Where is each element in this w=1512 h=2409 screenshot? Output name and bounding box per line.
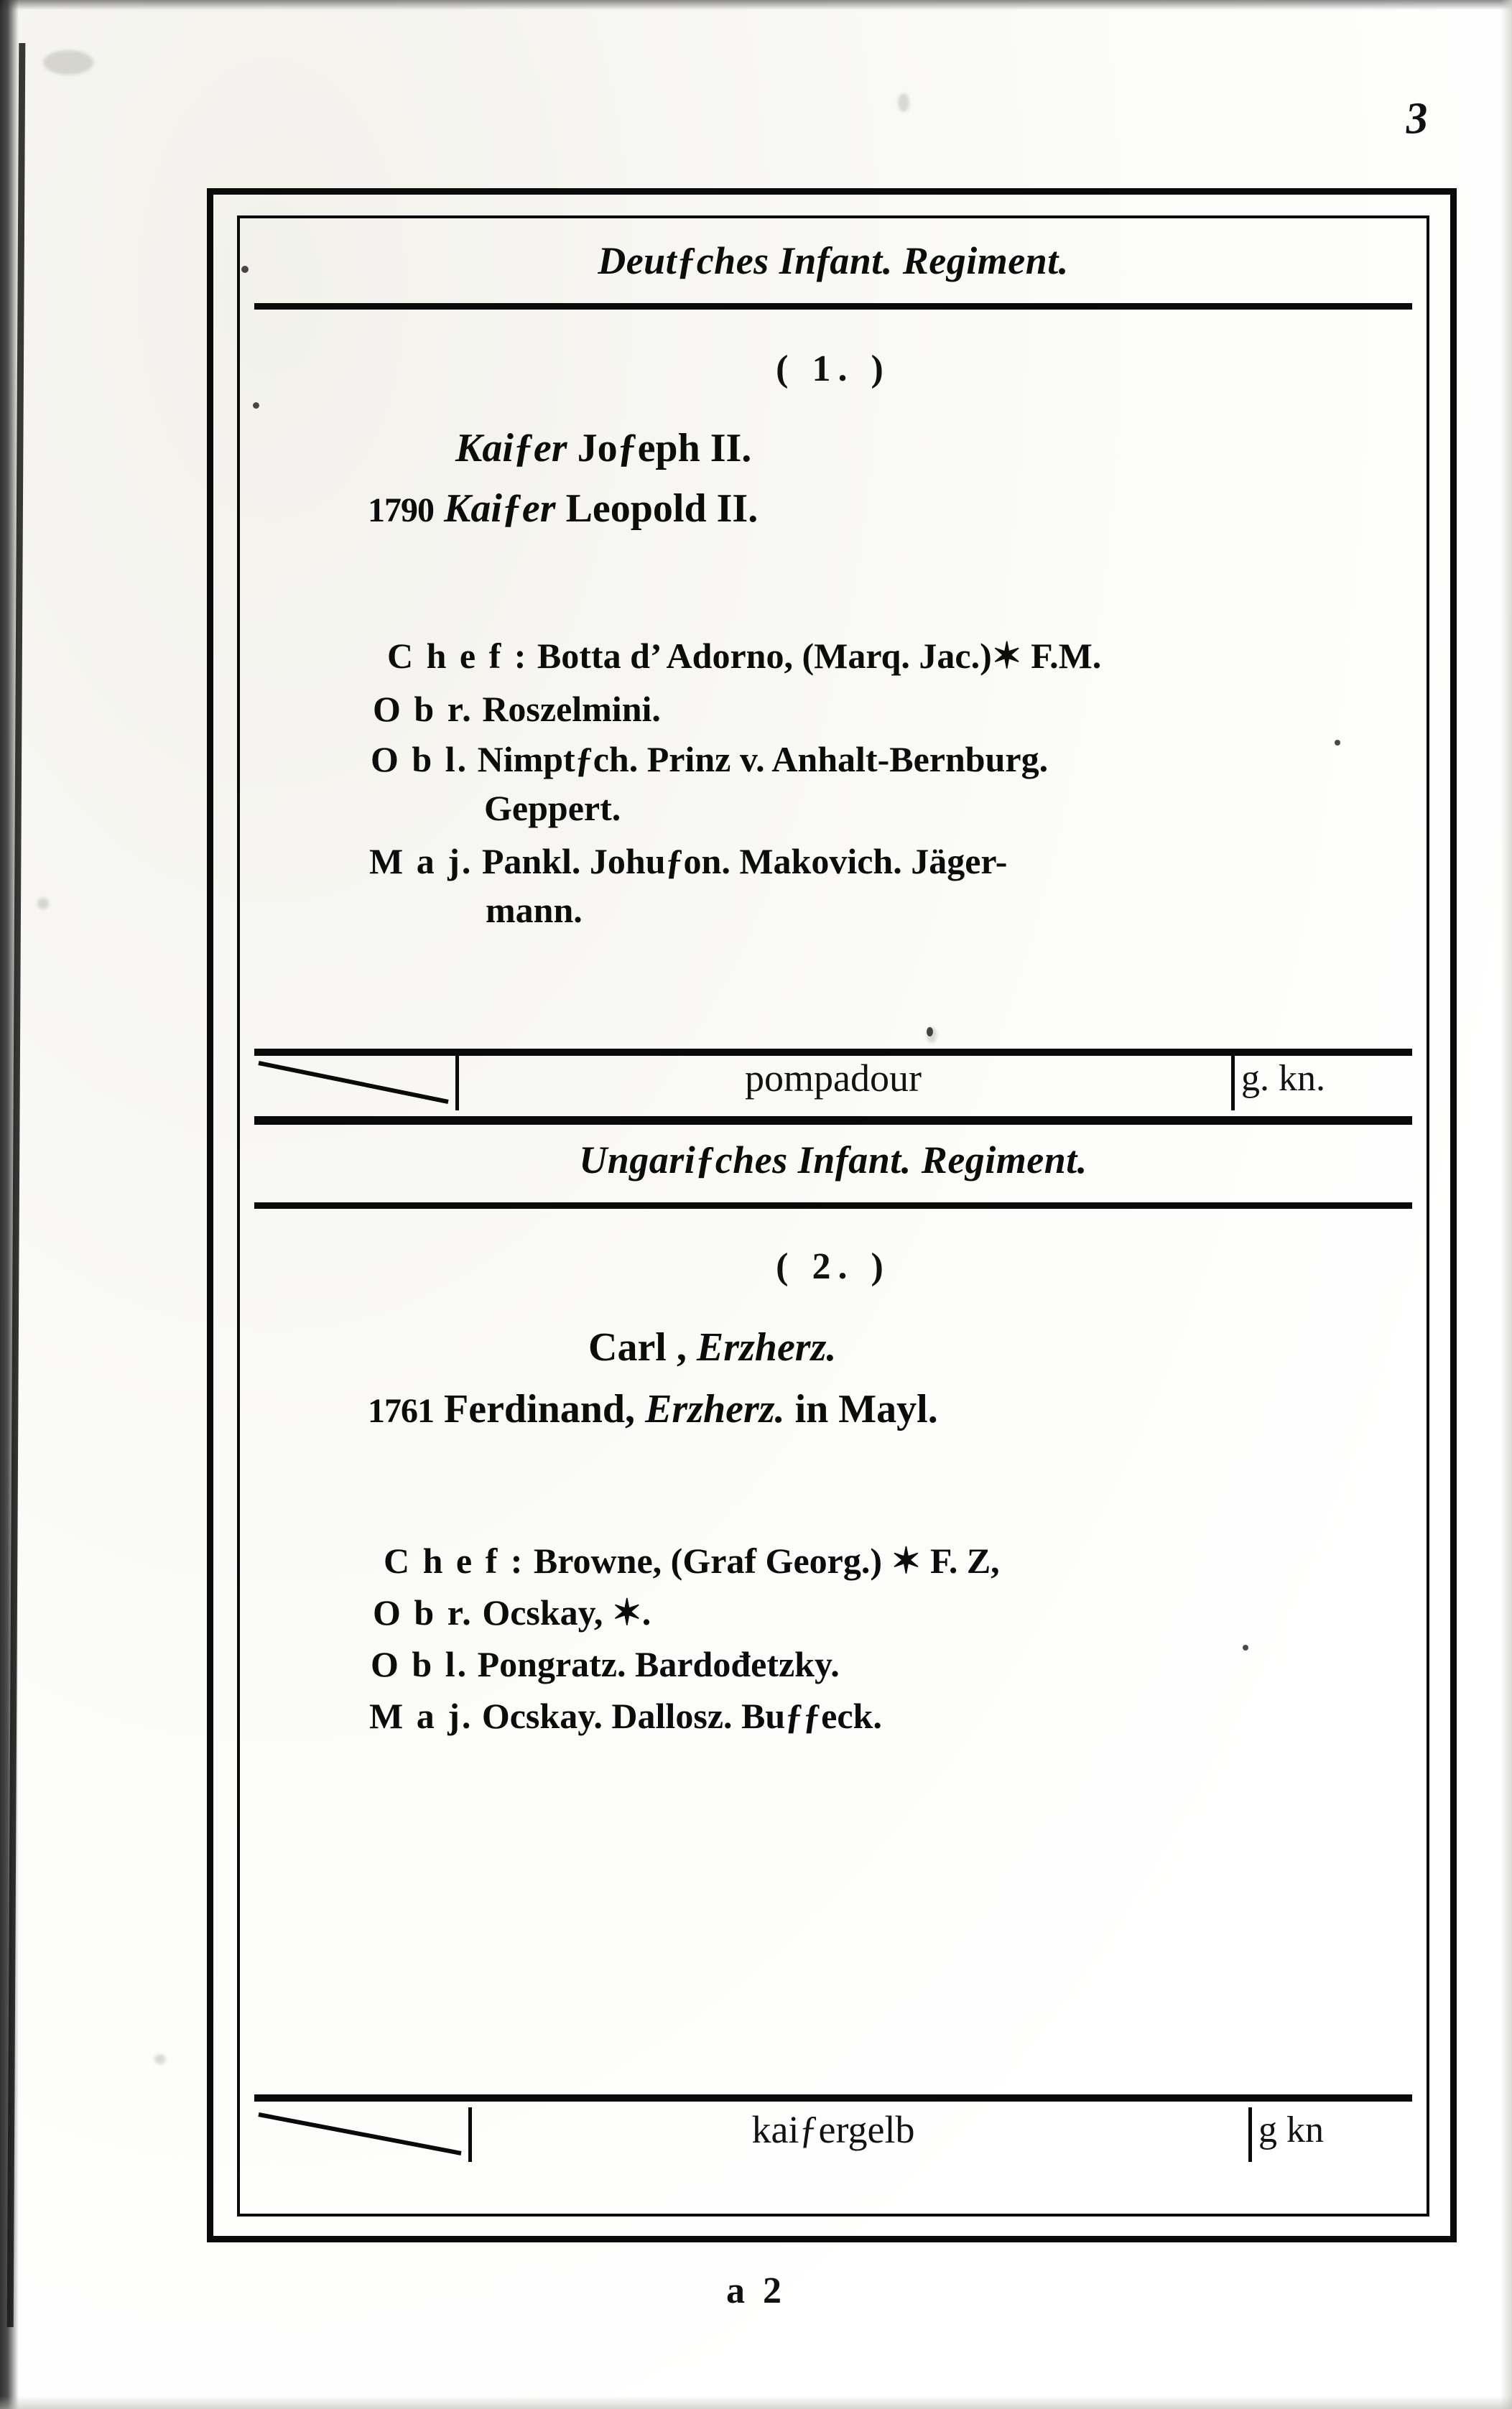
section-header-2: Ungariƒches Infant. Regiment. [579,1138,1087,1182]
officer-line-maj-1 [369,840,1007,882]
officer-line-obr-1 [373,688,661,730]
inhaber-name-2a: Carl , [588,1325,687,1370]
rule-under-header-2 [254,1202,1412,1209]
rule-below-facing-1 [254,1116,1412,1125]
officer-names-obr-1: Roszelmini. [482,689,661,729]
officer-line-obr-2 [373,1592,651,1633]
officer-names-maj-1: Pankl. Johuƒon. Makovich. Jäger- [481,841,1008,881]
inhaber-title-2b: Erzherz. [645,1387,785,1431]
section-header-1: Deutƒches Infant. Regiment. [598,239,1069,282]
officer-names-obr-2: Ocskay, ✶. [482,1592,651,1633]
scan-edge-right [1501,0,1512,2409]
facing-divider-right-1 [1231,1056,1235,1110]
table-inner-frame [237,215,1429,2217]
paper-smudge [37,898,49,909]
scan-edge-bottom [0,2396,1512,2409]
ink-fleck [253,402,259,409]
paper-smudge [154,2054,166,2064]
inhaber-suffix-2b: in Mayl. [794,1387,938,1431]
inhaber-name-1b: Leopold II. [565,486,759,531]
officer-line-chef-2 [384,1540,1000,1582]
officer-rank-obr-2: O b r. [373,1592,473,1633]
inhaber-title-1a: Kaiƒer [455,426,567,470]
officer-rank-maj-2: M a j. [369,1696,473,1736]
buttons-2: g kn [1258,2109,1324,2150]
buttons-1: g. kn. [1241,1058,1325,1099]
inhaber-line-1b [368,486,758,532]
inhaber-year-2b: 1761 [368,1392,434,1430]
ink-fleck [1335,740,1340,746]
facing-divider-right-2 [1248,2107,1252,2162]
scan-edge-top [0,0,1512,10]
officer-rank-maj-1: M a j. [369,841,473,881]
ink-fleck [1243,1645,1248,1651]
officer-rank-chef-2: C h e f : [384,1541,525,1581]
ink-fleck [927,1027,933,1036]
facing-row-1 [240,1057,1427,1110]
rule-under-header-1 [254,303,1412,310]
officer-names-obl-2: Pongratz. Bardođetzky. [477,1644,840,1684]
inhaber-name-1a: Joƒeph II. [577,426,752,470]
rule-above-facing-2 [254,2094,1412,2102]
rule-above-facing-1 [254,1049,1412,1056]
officer-line-obl-1 [371,738,1048,780]
officer-rank-obl-2: O b l. [371,1644,469,1684]
officer-names-chef-1: Botta d’ Adorno, (Marq. Jac.)✶ F.M. [537,636,1102,676]
facing-row-2 [240,2108,1427,2162]
regiment-number-2: ( 2. ) [776,1246,891,1287]
officer-line-obl-2 [371,1643,840,1685]
officer-line-obl-1-cont: Geppert. [484,788,621,828]
officer-names-maj-2: Ocskay. Dallosz. Buƒƒeck. [481,1696,882,1736]
officer-rank-obr-1: O b r. [373,689,473,729]
officer-rank-obl-1: O b l. [371,739,469,779]
inhaber-line-1a [455,425,751,471]
facing-color-2: kaiƒergelb [751,2108,915,2151]
ink-fleck [241,266,249,273]
facing-color-1: pompadour [745,1057,922,1100]
officer-rank-chef-1: C h e f : [387,636,529,676]
inhaber-title-2a: Erzherz. [696,1325,837,1370]
page-signature-mark: a 2 [726,2270,786,2311]
inhaber-title-1b: Kaiƒer [444,486,556,531]
officer-line-chef-1 [387,635,1101,677]
officer-names-chef-2: Browne, (Graf Georg.) ✶ F. Z, [533,1541,1000,1581]
paper-smudge [43,50,93,75]
officer-line-maj-1-cont: mann. [486,890,583,930]
inhaber-year-1b: 1790 [368,491,434,529]
officer-names-obl-1: Nimptƒch. Prinz v. Anhalt-Bernburg. [477,739,1049,779]
inhaber-name-2b: Ferdinand, [444,1387,636,1431]
officer-line-maj-2 [369,1695,882,1737]
paper-smudge [898,93,909,112]
inhaber-line-2b [368,1386,938,1432]
inhaber-line-2a [588,1324,836,1370]
page-folio-number: 3 [1404,93,1429,144]
regiment-number-1: ( 1. ) [776,348,891,389]
